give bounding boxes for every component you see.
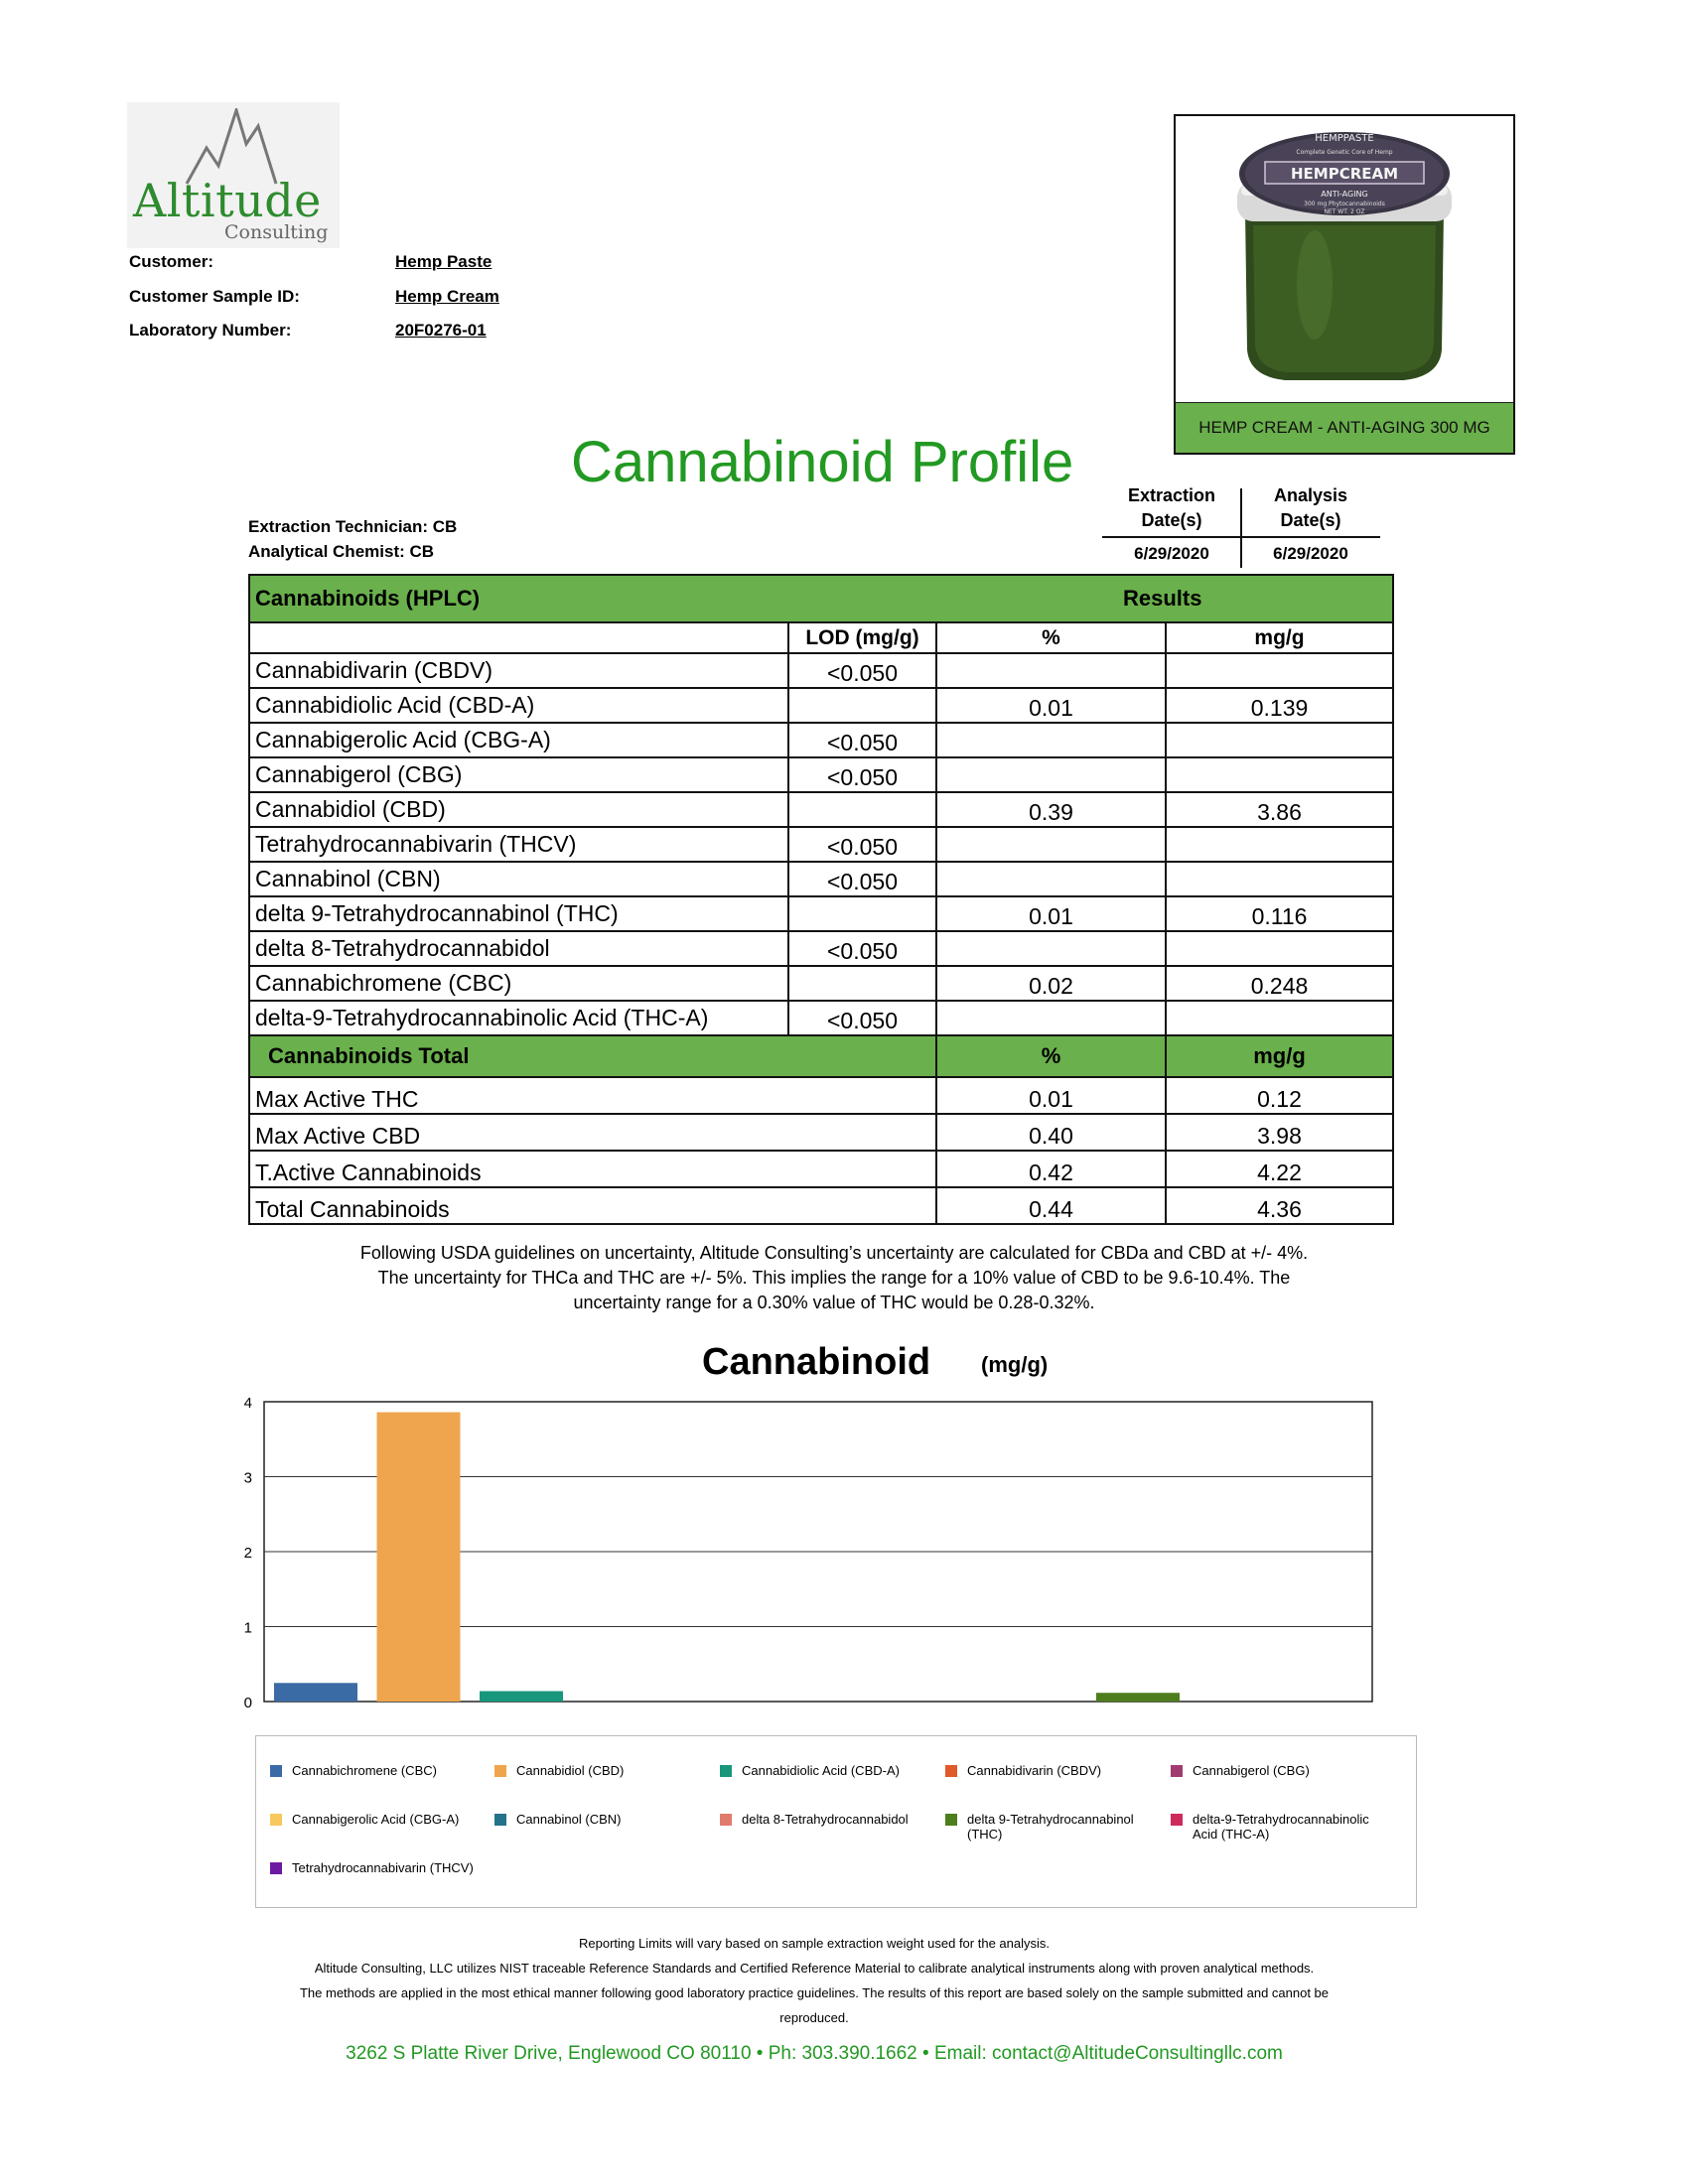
company-name: Altitude (133, 174, 322, 227)
legend-label: Cannabidiolic Acid (CBD-A) (742, 1763, 900, 1778)
lod-value: <0.050 (788, 1001, 936, 1035)
cannabinoid-name: Cannabidivarin (CBDV) (249, 653, 788, 688)
bar-3 (480, 1692, 563, 1702)
legend-swatch (1171, 1765, 1183, 1777)
mgg-value: 0.116 (1166, 896, 1393, 931)
lod-value: <0.050 (788, 931, 936, 966)
table-row (249, 862, 1393, 896)
table-row (249, 1001, 1393, 1035)
extraction-date-header: Extraction Date(s) (1127, 485, 1216, 530)
sample-id-value: Hemp Cream (395, 287, 499, 306)
totals-row (249, 1187, 1393, 1224)
lod-value: <0.050 (788, 862, 936, 896)
cannabinoid-name: Tetrahydrocannabivarin (THCV) (249, 827, 788, 862)
totals-row (249, 1077, 1393, 1114)
total-percent: 0.44 (936, 1187, 1166, 1224)
percent-value: 0.01 (936, 688, 1166, 723)
mgg-value (1166, 862, 1393, 896)
cannabinoid-name: Cannabidiolic Acid (CBD-A) (249, 688, 788, 723)
legend-swatch (720, 1814, 732, 1826)
lod-value (788, 792, 936, 827)
analysis-date: 6/29/2020 (1273, 544, 1348, 563)
legend-label: Cannabidivarin (CBDV) (967, 1763, 1102, 1778)
totals-row (249, 1151, 1393, 1187)
cannabinoid-bar-chart (228, 1390, 1420, 1727)
mgg-value (1166, 827, 1393, 862)
mgg-value (1166, 757, 1393, 792)
legend-swatch (1171, 1814, 1183, 1826)
table-row (249, 723, 1393, 757)
footer-line-1: Reporting Limits will vary based on sample extraction weight used for the analysis. (578, 1936, 1050, 1951)
y-tick-label: 4 (243, 1395, 252, 1412)
total-percent: 0.01 (936, 1077, 1166, 1114)
percent-value (936, 1001, 1166, 1035)
y-tick-label: 0 (243, 1695, 252, 1711)
table-row (249, 931, 1393, 966)
total-percent: 0.42 (936, 1151, 1166, 1187)
totals-header-row (249, 1035, 1393, 1077)
total-name: Total Cannabinoids (249, 1187, 936, 1224)
table-row (249, 896, 1393, 931)
lod-value: <0.050 (788, 827, 936, 862)
bar-2 (377, 1413, 461, 1702)
bar-1 (274, 1683, 357, 1702)
table-row (249, 757, 1393, 792)
cannabinoid-name: Cannabigerolic Acid (CBG-A) (249, 723, 788, 757)
uncertainty-note: Following USDA guidelines on uncertainty, Altitude Consulting’s uncertainty are calculated for CBDa and CBD at +/- 4%. The uncertainty for THCa and THC are +/- 5%. This implies the range for a 10% value of CBD to be 9.6-10.4%. The uncertainty range for a 0.30% value of THC would be 0.28-0.32%. (359, 1243, 1309, 1312)
totals-header: Cannabinoids Total (249, 1035, 936, 1077)
totals-row (249, 1114, 1393, 1151)
y-tick-label: 3 (243, 1469, 252, 1487)
cannabinoid-results-table (248, 574, 1394, 1225)
legend-swatch (270, 1862, 282, 1874)
cannabinoid-name: Cannabidiol (CBD) (249, 792, 788, 827)
legend-label: delta 9-Tetrahydrocannabinol (THC) (967, 1812, 1134, 1842)
customer-value: Hemp Paste (395, 252, 492, 271)
jar-weight: NET WT. 2 OZ (1324, 208, 1365, 215)
mgg-value (1166, 723, 1393, 757)
total-mgg: 4.36 (1166, 1187, 1393, 1224)
legend-swatch (945, 1814, 957, 1826)
total-mgg: 4.22 (1166, 1151, 1393, 1187)
cannabinoid-name: Cannabinol (CBN) (249, 862, 788, 896)
jar-name: HEMPCREAM (1290, 165, 1399, 183)
product-caption: HEMP CREAM - ANTI-AGING 300 MG (1176, 402, 1513, 453)
chart-legend (255, 1735, 1417, 1908)
mgg-value (1166, 653, 1393, 688)
percent-value (936, 757, 1166, 792)
cannabinoid-name: Cannabichromene (CBC) (249, 966, 788, 1001)
table-row (249, 966, 1393, 1001)
footer-line-2: Altitude Consulting, LLC utilizes NIST traceable Reference Standards and Certified Reference Material to calibrate analytical instruments along with proven analytical methods. (314, 1961, 1315, 1976)
column-header-row (249, 622, 1393, 653)
legend-swatch (720, 1765, 732, 1777)
legend-label: delta 8-Tetrahydrocannabidol (742, 1812, 909, 1827)
total-name: Max Active CBD (249, 1114, 936, 1151)
percent-value: 0.01 (936, 896, 1166, 931)
legend-label: Tetrahydrocannabivarin (THCV) (292, 1860, 474, 1875)
lod-value: <0.050 (788, 757, 936, 792)
y-tick-label: 1 (243, 1619, 252, 1637)
percent-value (936, 827, 1166, 862)
extraction-date: 6/29/2020 (1134, 544, 1209, 563)
y-tick-label: 2 (243, 1545, 252, 1562)
cannabinoid-name: delta 8-Tetrahydrocannabidol (249, 931, 788, 966)
jar-detail: 300 mg Phytocannabinoids (1304, 201, 1385, 207)
company-tagline: Consulting (224, 221, 329, 243)
total-mgg: 3.98 (1166, 1114, 1393, 1151)
customer-label: Customer: (129, 252, 214, 271)
mgg-value: 0.139 (1166, 688, 1393, 723)
lod-value (788, 966, 936, 1001)
legend-label: Cannabichromene (CBC) (292, 1763, 437, 1778)
total-percent: 0.40 (936, 1114, 1166, 1151)
total-name: T.Active Cannabinoids (249, 1151, 936, 1187)
total-name: Max Active THC (249, 1077, 936, 1114)
legend-swatch (270, 1814, 282, 1826)
jar-brand: HEMPPASTE (1315, 133, 1374, 144)
sample-id-label: Customer Sample ID: (129, 287, 300, 306)
percent-value (936, 723, 1166, 757)
mgg-value: 0.248 (1166, 966, 1393, 1001)
col-mgg: mg/g (1166, 622, 1393, 653)
bar-9 (1096, 1693, 1180, 1702)
percent-value (936, 653, 1166, 688)
col-pct: % (936, 622, 1166, 653)
percent-value (936, 931, 1166, 966)
percent-value: 0.02 (936, 966, 1166, 1001)
cannabinoid-name: delta 9-Tetrahydrocannabinol (THC) (249, 896, 788, 931)
analysis-date-header: Analysis Date(s) (1273, 485, 1348, 530)
table-row (249, 827, 1393, 862)
legend-swatch (494, 1765, 506, 1777)
product-photo (1174, 114, 1515, 455)
col-lod: LOD (mg/g) (788, 622, 936, 653)
legend-label: Cannabinol (CBN) (516, 1812, 622, 1827)
legend-swatch (270, 1765, 282, 1777)
legend-swatch (945, 1765, 957, 1777)
jar-tagline: Complete Genetic Core of Hemp (1296, 149, 1393, 156)
mgg-value (1166, 1001, 1393, 1035)
contact-info: 3262 S Platte River Drive, Englewood CO 80110 • Ph: 303.390.1662 • Email: contact@AltitudeConsultingllc.com (346, 2043, 1283, 2064)
legend-label: Cannabigerolic Acid (CBG-A) (292, 1812, 460, 1827)
chart-unit: (mg/g) (981, 1352, 1049, 1377)
company-logo (127, 102, 340, 248)
lod-value (788, 688, 936, 723)
legend-label: delta-9-Tetrahydrocannabinolic Acid (THC-A) (1193, 1812, 1369, 1842)
total-mgg: 0.12 (1166, 1077, 1393, 1114)
lod-value: <0.050 (788, 653, 936, 688)
header-cannabinoids: Cannabinoids (HPLC) Results (249, 575, 1166, 622)
mgg-value (1166, 931, 1393, 966)
lab-number-label: Laboratory Number: (129, 321, 292, 340)
header-results: Results (1123, 586, 1202, 611)
legend-label: Cannabigerol (CBG) (1193, 1763, 1310, 1778)
mgg-value: 3.86 (1166, 792, 1393, 827)
table-row (249, 792, 1393, 827)
extraction-technician: Extraction Technician: CB (248, 517, 458, 536)
jar-sub: ANTI-AGING (1321, 190, 1368, 199)
totals-col-pct: % (936, 1035, 1166, 1077)
lod-value: <0.050 (788, 723, 936, 757)
lod-value (788, 896, 936, 931)
jar-image (1176, 116, 1513, 404)
totals-col-mgg: mg/g (1166, 1035, 1393, 1077)
chart-title: Cannabinoid (702, 1341, 931, 1383)
footer-line-4: reproduced. (779, 2010, 849, 2025)
legend-swatch (494, 1814, 506, 1826)
page-title: Cannabinoid Profile (571, 430, 1074, 494)
percent-value: 0.39 (936, 792, 1166, 827)
cannabinoid-name: delta-9-Tetrahydrocannabinolic Acid (THC-A) (249, 1001, 788, 1035)
analytical-chemist: Analytical Chemist: CB (248, 542, 435, 561)
percent-value (936, 862, 1166, 896)
table-row (249, 688, 1393, 723)
footer-line-3: The methods are applied in the most ethical manner following good laboratory practice guidelines. The results of this report are based solely on the sample submitted and cannot be (299, 1985, 1330, 2000)
table-row (249, 653, 1393, 688)
legend-label: Cannabidiol (CBD) (516, 1763, 625, 1778)
lab-number-value: 20F0276-01 (395, 321, 487, 340)
cannabinoid-name: Cannabigerol (CBG) (249, 757, 788, 792)
table-header-row (249, 575, 1393, 622)
